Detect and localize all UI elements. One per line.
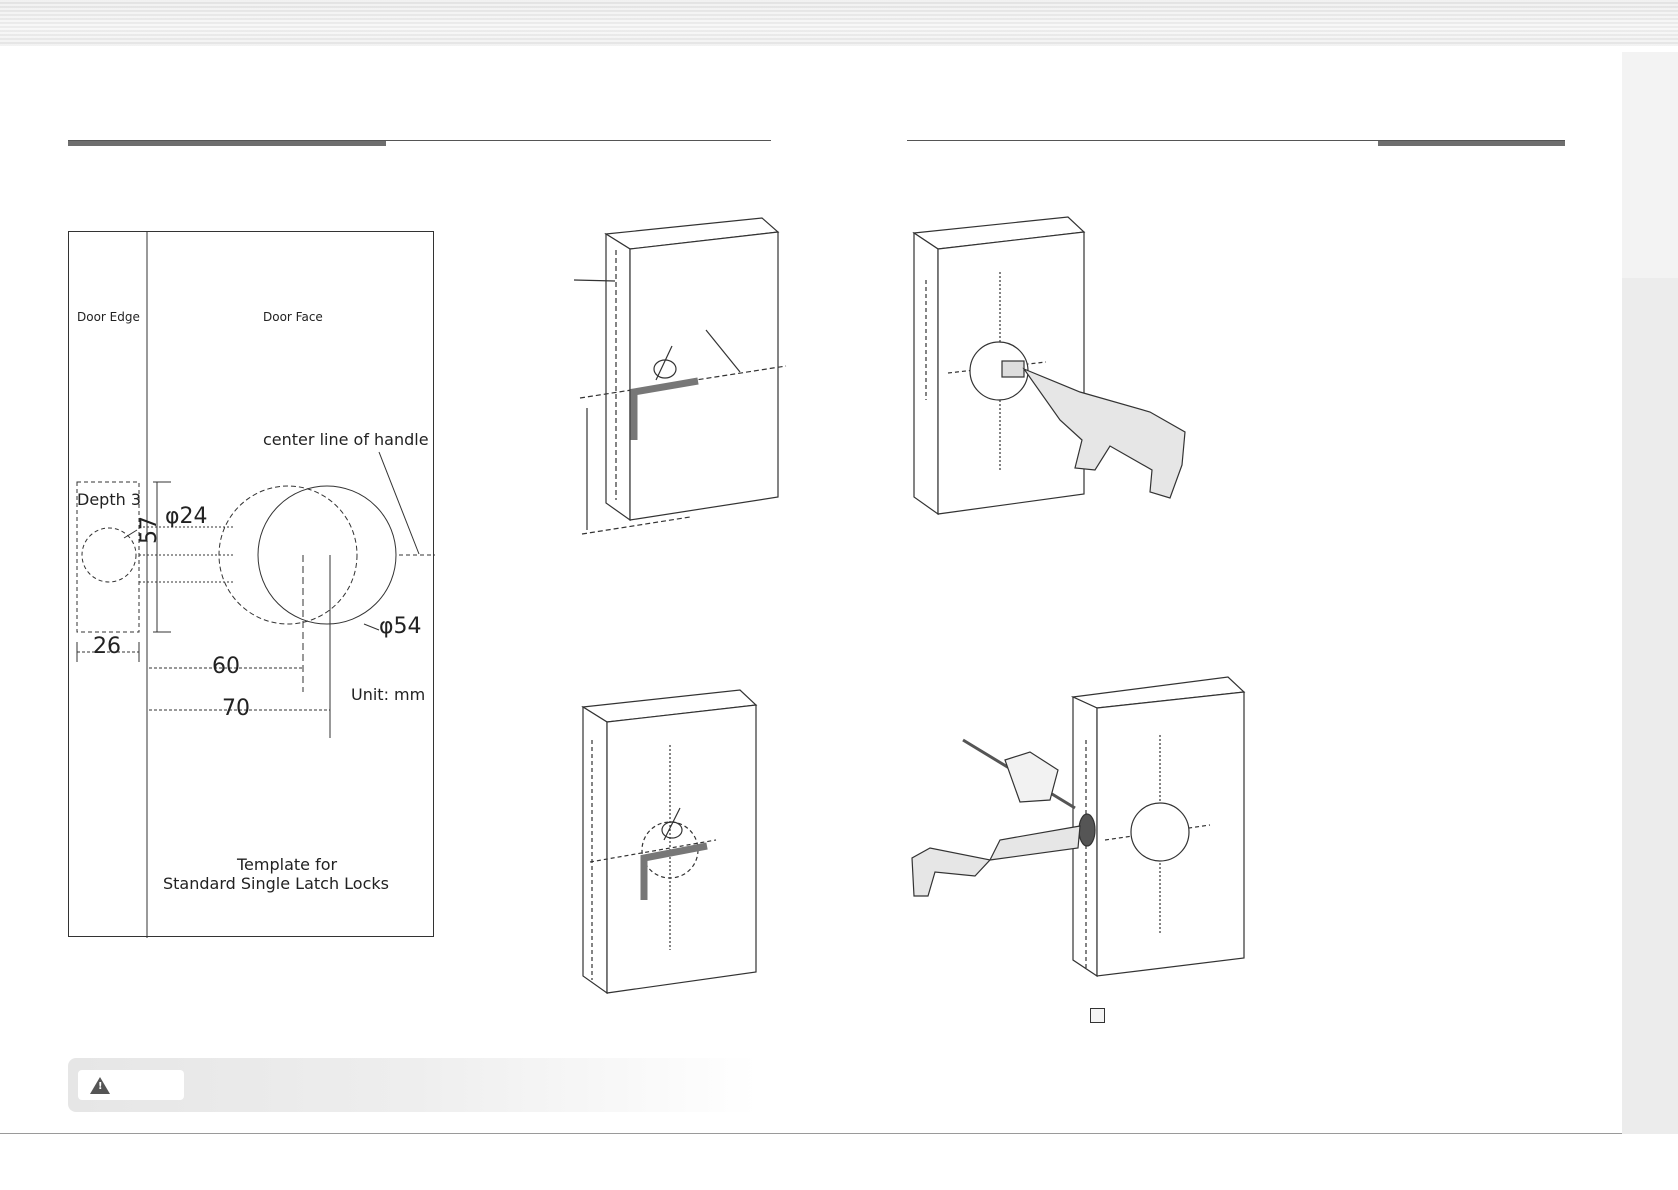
top-header-band bbox=[0, 0, 1678, 46]
door-marking-illustration-2 bbox=[583, 690, 756, 993]
edge-dimension: 26 bbox=[93, 634, 121, 659]
door-drilling-illustration bbox=[914, 217, 1185, 514]
height-dimension: 57 bbox=[137, 516, 162, 544]
large-hole-diameter: φ54 bbox=[379, 614, 422, 639]
door-edge-label: Door Edge bbox=[77, 310, 140, 324]
warning-label-pill: ! bbox=[78, 1070, 184, 1100]
small-hole-diameter: φ24 bbox=[165, 504, 208, 529]
unit-label: Unit: mm bbox=[351, 685, 426, 704]
center-line-label: center line of handle bbox=[263, 430, 429, 449]
left-header-rule-accent bbox=[68, 141, 386, 146]
template-caption-line2: Standard Single Latch Locks bbox=[163, 874, 389, 893]
footer-rule bbox=[0, 1133, 1622, 1134]
template-caption-line1: Template for bbox=[237, 855, 338, 874]
checkbox-icon[interactable] bbox=[1090, 1008, 1105, 1023]
door-face-label: Door Face bbox=[263, 310, 323, 324]
door-chisel-illustration bbox=[912, 677, 1244, 976]
warning-box bbox=[68, 1058, 758, 1112]
handle-hole-circle-dashed bbox=[219, 486, 357, 624]
backset-60-dimension: 60 bbox=[212, 654, 240, 679]
door-marking-illustration bbox=[574, 218, 786, 534]
side-tab-strip-lower bbox=[1622, 278, 1678, 1134]
template-drawing bbox=[69, 232, 435, 938]
drilling-template bbox=[68, 231, 434, 937]
side-tab-strip-upper bbox=[1622, 52, 1678, 278]
handle-hole-circle bbox=[258, 486, 396, 624]
backset-70-dimension: 70 bbox=[222, 696, 250, 721]
depth-label: Depth 3 bbox=[77, 490, 141, 509]
right-header-rule-accent bbox=[1378, 141, 1565, 146]
